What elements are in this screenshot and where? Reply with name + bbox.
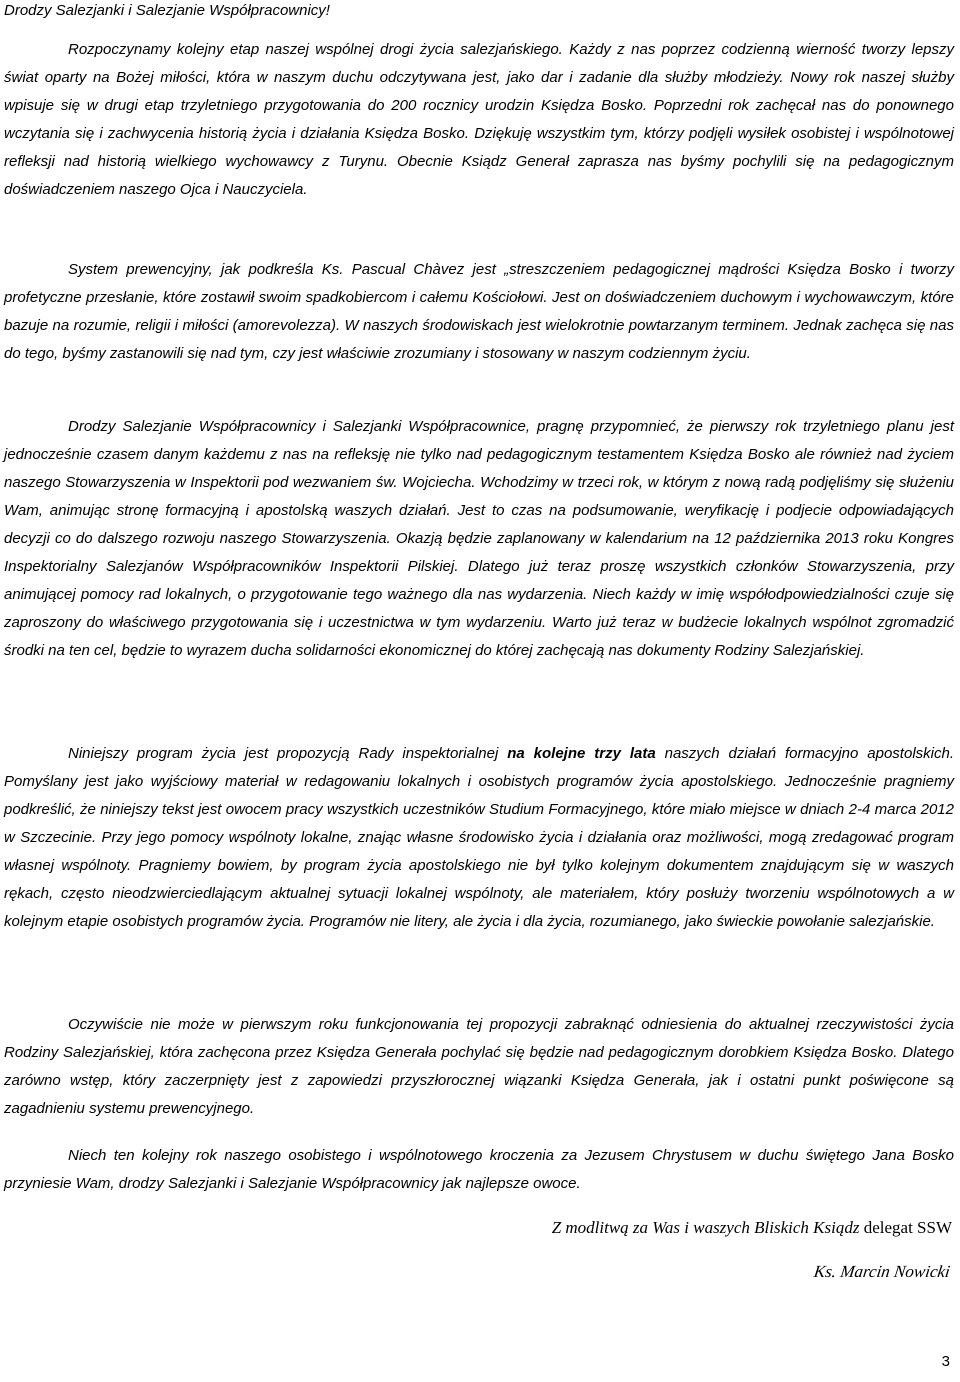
signature: Ks. Marcin Nowicki xyxy=(812,1262,952,1281)
paragraph-blessing xyxy=(4,1142,954,1198)
p4-text-2: naszych działań formacyjno apostolskich. Pomyślany jest jako wyjściowy materiał w redagowaniu lokalnych i osobistych programów życia apostolskiego. Jednocześnie pragniemy podkreślić, że niniejszy tekst jest owocem pracy wszystkich uczestników Studium Formacyjnego, które miało miejsce w dniach 2-4 marca 2012 w Szczecinie. Przy jego pomocy wspólnoty lokalne, znając własne środowisko życia i działania oraz możliwości, mogą zredagować program własnej wspólnoty. Pragniemy bowiem, by program życia apostolskiego nie był tylko kolejnym dokumentem znajdującym się w waszych rękach, często nieodzwierciedlającym aktualnej sytuacji lokalnej wspólnoty, ale materiałem, który posłuży tworzeniu wspólnotowych a w kolejnym etapie osobistych programów życia. Programów nie litery, ale życia i dla życia, rozumianego, jako świeckie powołanie salezjańskie. xyxy=(4,745,954,930)
paragraph-program xyxy=(4,740,954,936)
p2-sentence-1: System prewencyjny, jak podkreśla Ks. xyxy=(68,261,344,278)
p5-text: Oczywiście nie może w pierwszym roku funkcjonowania tej propozycji zabraknąć odniesienia do aktualnej rzeczywistości życia Rodziny Salezjańskiej, która zachęcona przez Księdza Generała pochylać się będzie nad pedagogicznym dorobkiem Księdza Bosko. Dlatego zarówno wstęp, który zaczerpnięty jest z zapowiedzi przyszłorocznej wiązanki Księdza Generała, jak i ostatni punkt poświęcone są zagadnieniu systemu prewencyjnego. xyxy=(4,1016,954,1117)
closing-line xyxy=(552,1218,952,1238)
p1-sentence-2: Nowy rok naszej służby wpisuje się w drugi etap trzyletniego przygotowania do 200 rocznicy urodzin Księdza Bosko. xyxy=(4,69,954,114)
paragraph-preventive-system xyxy=(4,256,954,368)
paragraph-intro xyxy=(4,36,954,204)
p4-text-1: Niniejszy program życia jest propozycją Rady inspektorialnej xyxy=(68,745,508,762)
p3-text: Drodzy Salezjanie Współpracownicy i Salezjanki Współpracownice, pragnę przypomnieć, że pierwszy rok trzyletniego planu jest jednocześnie czasem danym każdemu z nas na refleksję nie tylko nad pedagogicznym testamentem Księdza Bosko ale również nad życiem naszego Stowarzyszenia w Inspektorii pod wezwaniem św. Wojciecha. Wchodzimy w trzeci rok, w którym z nową radą podjęliśmy się służeniu Wam, animując stronę formacyjną i apostolską waszych działań. Jest to czas na podsumowanie, weryfikację i podjecie odpowiadających decyzji co do dalszego rozwoju naszego Stowarzyszenia. Okazją będzie zaplanowany w kalendarium na 12 października 2013 roku Kongres Inspektorialny Salezjanów Współpracowników Inspektorii Pilskiej. Dlatego już teraz proszę wszystkich członków Stowarzyszenia, przy animującej pomocy rad lokalnych, o przygotowanie tego ważnego dla nas wydarzenia. Niech każdy w imię współodpowiedzialności czuje się zaproszony do właściwego przygotowania się i uczestnictwa w tym wydarzeniu. Warto już teraz w budżecie lokalnych wspólnot zgromadzić środki na ten cel, będzie to wyrazem ducha solidarności ekonomicznej do której zachęcają nas dokumenty Rodziny Salezjańskiej. xyxy=(4,418,954,659)
p1-sentence-3: Poprzedni rok zachęcał nas do ponownego wczytania się i zachwycenia historią życia i działania Księdza Bosko. xyxy=(4,97,954,142)
p4-bold-phrase: na kolejne trzy lata xyxy=(507,745,656,762)
paragraph-congress xyxy=(4,413,954,665)
greeting-heading: Drodzy Salezjanki i Salezjanie Współpracownicy! xyxy=(4,2,330,19)
paragraph-reference xyxy=(4,1011,954,1123)
p2-sentence-2: Pascual Chàvez jest „streszczeniem pedagogicznej mądrości Księdza Bosko i tworzy profetyczne przesłanie, które zostawił swoim spadkobiercom i całemu Kościołowi. Jest on doświadczeniem duchowym i wychowawczym, które bazuje na rozumie, religii i miłości (amorevolezza). W naszych środowiskach jest wielokrotnie powtarzanym terminem. Jednak zachęca się nas do tego, byśmy zastanowili się nad tym, czy jest właściwie zrozumiany i stosowany w naszym codziennym życiu. xyxy=(4,261,954,362)
page-number: 3 xyxy=(941,1353,950,1370)
p1-sentence-1: Rozpoczynamy kolejny etap naszej wspólnej drogi życia salezjańskiego. Każdy z nas poprzez codzienną wierność tworzy lepszy świat oparty na Bożej miłości, która w naszym duchu odczytywana jest, jako dar i zadanie dla służby młodzieży. xyxy=(4,41,954,86)
closing-normal: delegat SSW xyxy=(859,1218,952,1237)
closing-italic: Z modlitwą za Was i waszych Bliskich Ksiądz xyxy=(551,1218,860,1237)
p6-text: Niech ten kolejny rok naszego osobistego i wspólnotowego kroczenia za Jezusem Chrystusem w duchu świętego Jana Bosko przyniesie Wam, drodzy Salezjanki i Salezjanie Współpracownicy jak najlepsze owoce. xyxy=(4,1147,954,1192)
p1-sentence-5: Obecnie Ksiądz Generał zaprasza nas byśmy pochylili się na pedagogicznym doświadczeniem naszego Ojca i Nauczyciela. xyxy=(4,153,954,198)
p1-sentence-4: Dziękuję wszystkim tym, którzy podjęli wysiłek osobistej i wspólnotowej refleksji nad historią wielkiego wychowawcy z Turynu. xyxy=(4,125,954,170)
